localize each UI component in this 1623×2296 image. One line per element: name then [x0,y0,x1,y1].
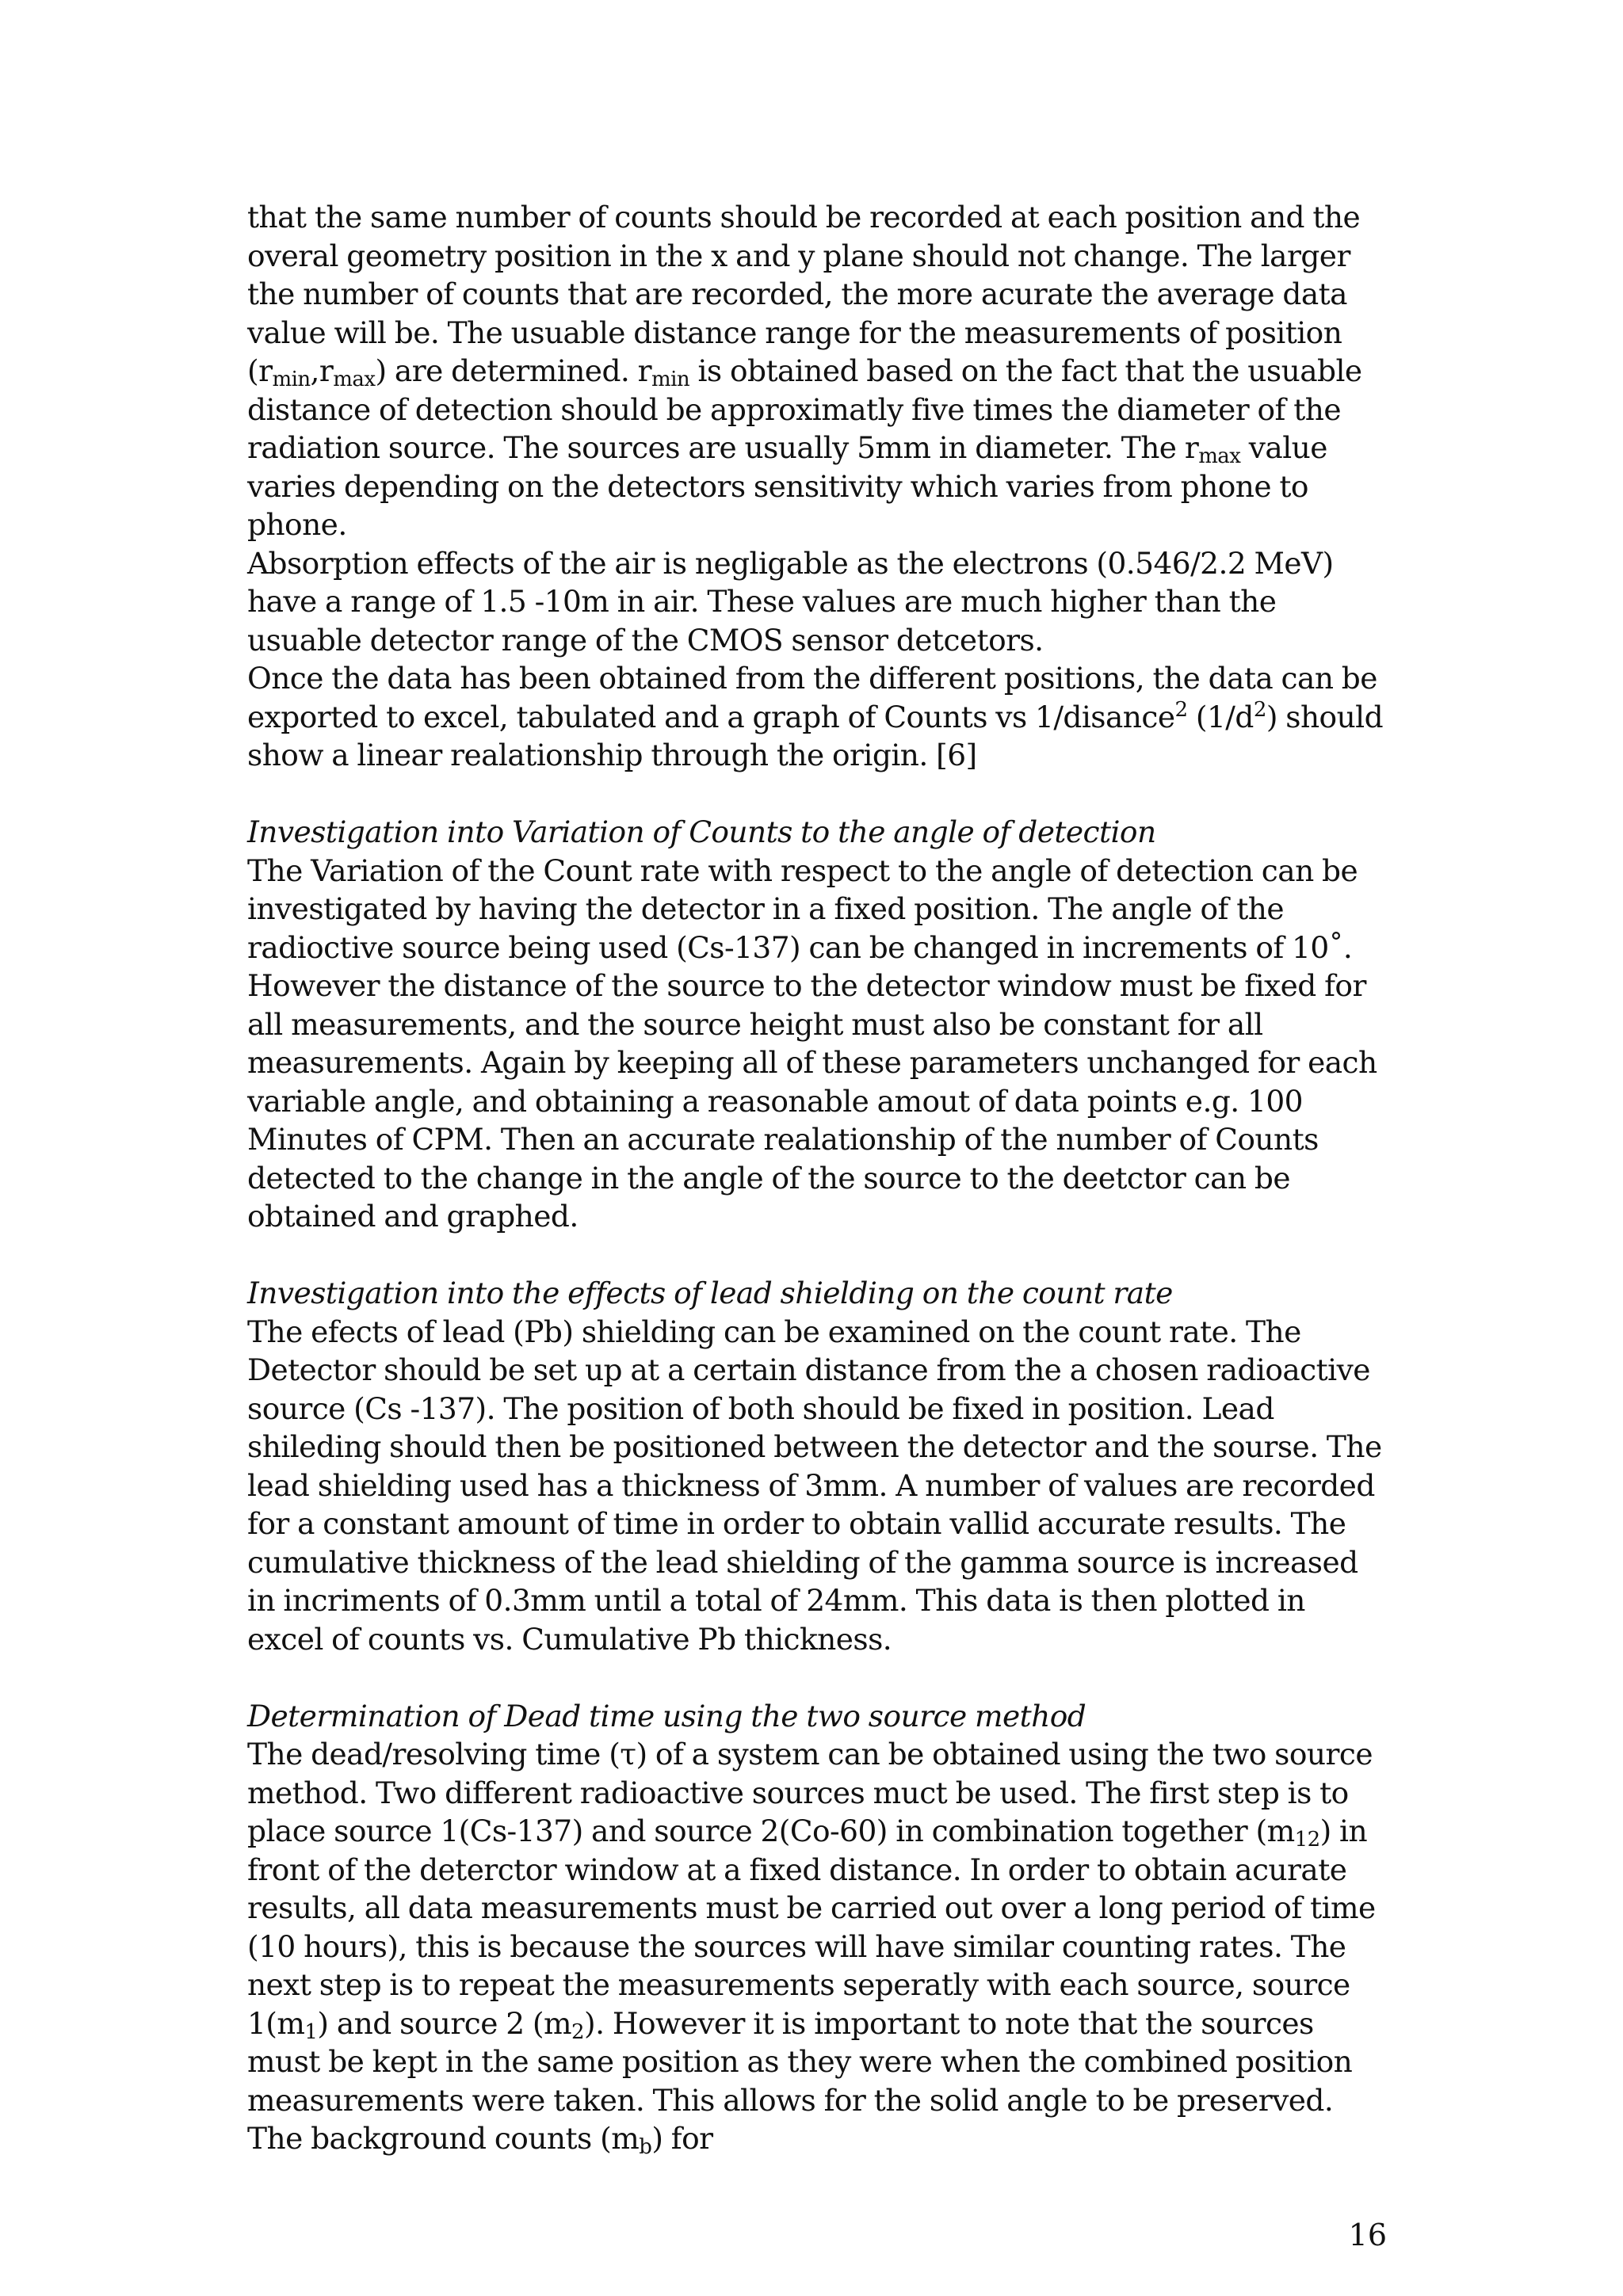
paragraph-air-absorption: Absorption effects of the air is negligable as the electrons (0.546/2.2 MeV) have a range of 1.5 -10m in air. These values are much higher than the usuable detector range of the CMOS sensor detcetors. [247,545,1334,658]
paragraph-lead-shielding: The efects of lead (Pb) shielding can be examined on the count rate. The Detector should be set up at a certain distance from the a chosen radioactive source (Cs -137). The position of both should be fixed in position. Lead shileding should then be positioned between the detector and the sourse. The lead shielding used has a thickness of 3mm. A number of values are recorded for a constant amount of time in order to obtain vallid accurate results. The cumulative thickness of the lead shielding of the gamma source is increased in incriments of 0.3mm until a total of 24mm. This data is then plotted in excel of counts vs. Cumulative Pb thickness. [247,1314,1382,1657]
paragraph-dead-time: The dead/resolving time (τ) of a system can be obtained using the two source method. Two different radioactive sources muct be used. The first step is to place source 1(Cs-137) and source 2(Co-60) in combination together $(m_{12})$ in front of the deterctor window at a fixed distance. In order to obtain acurate results, all data measurements must be carried out over a long period of time (10 hours), this is because the sources will have similar counting rates. The next step is to repeat the measurements seperatly with each source, source $1(m_1)$ and source 2 $(m_2)$. However it is important to note that the sources must be kept in the same position as they were when the combined position measurements were taken. This allows for the solid angle to be preserved. The background counts $(m_b)$ for [247,1737,1376,2159]
heading-angle-of-detection: Investigation into Variation of Counts to the angle of detection [247,814,1156,849]
page-number: 16 [1348,2218,1387,2252]
heading-dead-time: Determination of Dead time using the two source method [247,1698,1086,1733]
body-text [247,198,1388,2158]
paragraph-export-data: Once the data has been obtained from the different positions, the data can be exported to excel, tabulated and a graph of Counts vs 1/disance$^2$ $(1/d^2)$ should show a linear realationship through the origin. [6] [247,661,1384,772]
paragraph-position-measurement: that the same number of counts should be recorded at each position and the overal geometry position in the x and y plane should not change. The larger the number of counts that are recorded, the more acurate the average data value will be. The usuable distance range for the measurements of position $(r_{min},r_{max})$ are determined. $r_{min}$ is obtained based on the fact that the usuable distance of detection should be approximatly five times the diameter of the radiation source. The sources are usually 5mm in diameter. The $r_{max}$ value varies depending on the detectors sensitivity which varies from phone to phone. [247,200,1362,542]
heading-lead-shielding: Investigation into the effects of lead shielding on the count rate [247,1276,1173,1310]
paragraph-angle-of-detection: The Variation of the Count rate with respect to the angle of detection can be investigated by having the detector in a fixed position. The angle of the radioctive source being used (Cs-137) can be changed in increments of 10˚. However the distance of the source to the detector window must be fixed for all measurements, and the source height must also be constant for all measurements. Again by keeping all of these parameters unchanged for each variable angle, and obtaining a reasonable amout of data points e.g. 100 Minutes of CPM. Then an accurate realationship of the number of Counts detected to the change in the angle of the source to the deetctor can be obtained and graphed. [247,852,1377,1234]
